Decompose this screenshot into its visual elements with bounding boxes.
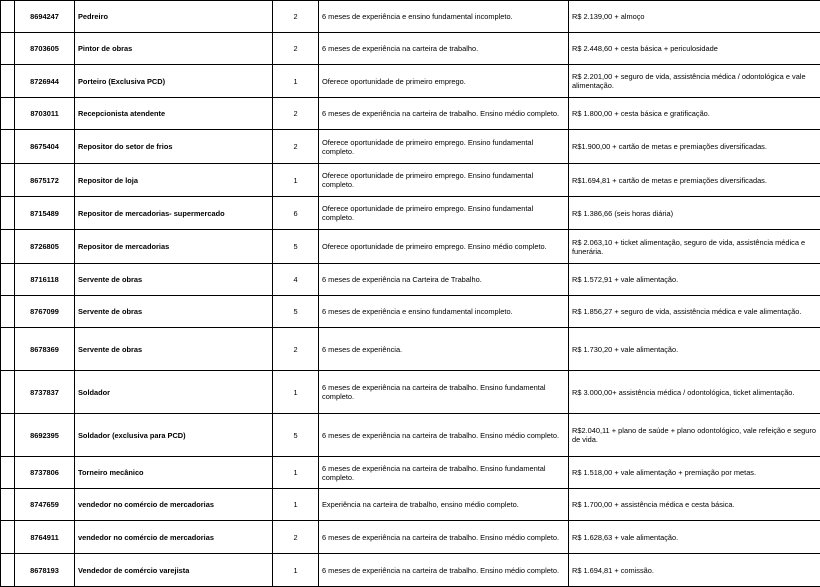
- job-requirements: 6 meses de experiência.: [319, 328, 569, 371]
- job-title: Repositor de loja: [75, 164, 273, 197]
- job-salary: R$ 1.628,63 + vale alimentação.: [569, 521, 820, 554]
- table-row: [1, 371, 820, 414]
- job-requirements: Oferece oportunidade de primeiro emprego. Ensino médio completo.: [319, 230, 569, 264]
- row-margin-cell: [1, 328, 15, 371]
- job-salary: R$ 1.518,00 + vale alimentação + premiação por metas.: [569, 457, 820, 489]
- job-salary: R$ 2.201,00 + seguro de vida, assistência médica / odontológica e vale alimentação.: [569, 65, 820, 98]
- job-requirements: Experiência na carteira de trabalho, ensino médio completo.: [319, 489, 569, 521]
- job-requirements: 6 meses de experiência e ensino fundamental incompleto.: [319, 296, 569, 328]
- vacancy-count: 2: [273, 328, 319, 371]
- job-salary: R$ 1.572,91 + vale alimentação.: [569, 264, 820, 296]
- vacancy-count: 2: [273, 1, 319, 33]
- job-salary: R$ 1.730,20 + vale alimentação.: [569, 328, 820, 371]
- vacancy-count: 1: [273, 164, 319, 197]
- job-title: vendedor no comércio de mercadorias: [75, 489, 273, 521]
- job-title: Recepcionista atendente: [75, 98, 273, 130]
- job-code: 8737837: [15, 371, 75, 414]
- job-code: 8675404: [15, 130, 75, 164]
- row-margin-cell: [1, 457, 15, 489]
- job-requirements: 6 meses de experiência na carteira de trabalho. Ensino fundamental completo.: [319, 457, 569, 489]
- job-code: 8715489: [15, 197, 75, 230]
- job-salary: R$ 3.000,00+ assistência médica / odontológica, ticket alimentação.: [569, 371, 820, 414]
- job-code: 8678369: [15, 328, 75, 371]
- vacancy-count: 2: [273, 521, 319, 554]
- job-salary: R$2.040,11 + plano de saúde + plano odontológico, vale refeição e seguro de vida.: [569, 414, 820, 457]
- vacancy-count: 1: [273, 489, 319, 521]
- job-requirements: 6 meses de experiência na carteira de trabalho.: [319, 33, 569, 65]
- vacancy-count: 5: [273, 414, 319, 457]
- table-row: [1, 554, 820, 587]
- job-title: Pedreiro: [75, 1, 273, 33]
- job-salary: R$ 2.063,10 + ticket alimentação, seguro de vida, assistência médica e funerária.: [569, 230, 820, 264]
- job-title: Soldador: [75, 371, 273, 414]
- job-title: Porteiro (Exclusiva PCD): [75, 65, 273, 98]
- job-salary: R$ 1.700,00 + assistência médica e cesta básica.: [569, 489, 820, 521]
- job-requirements: Oferece oportunidade de primeiro emprego. Ensino fundamental completo.: [319, 197, 569, 230]
- row-margin-cell: [1, 164, 15, 197]
- row-margin-cell: [1, 230, 15, 264]
- table-row: [1, 130, 820, 164]
- job-title: Servente de obras: [75, 328, 273, 371]
- job-code: 8764911: [15, 521, 75, 554]
- table-row: [1, 521, 820, 554]
- job-salary: R$ 1.856,27 + seguro de vida, assistência médica e vale alimentação.: [569, 296, 820, 328]
- table-row: [1, 230, 820, 264]
- row-margin-cell: [1, 1, 15, 33]
- job-title: Repositor do setor de frios: [75, 130, 273, 164]
- vacancy-count: 1: [273, 371, 319, 414]
- job-requirements: 6 meses de experiência na carteira de trabalho. Ensino médio completo.: [319, 521, 569, 554]
- job-title: vendedor no comércio de mercadorias: [75, 521, 273, 554]
- job-salary: R$ 1.694,81 + comissão.: [569, 554, 820, 587]
- table-row: [1, 296, 820, 328]
- table-row: [1, 33, 820, 65]
- row-margin-cell: [1, 521, 15, 554]
- vacancy-count: 5: [273, 230, 319, 264]
- job-code: 8703011: [15, 98, 75, 130]
- vacancy-count: 4: [273, 264, 319, 296]
- row-margin-cell: [1, 65, 15, 98]
- row-margin-cell: [1, 264, 15, 296]
- table-row: [1, 98, 820, 130]
- job-title: Torneiro mecânico: [75, 457, 273, 489]
- row-margin-cell: [1, 371, 15, 414]
- job-code: 8726944: [15, 65, 75, 98]
- vacancy-count: 2: [273, 33, 319, 65]
- job-title: Vendedor de comércio varejista: [75, 554, 273, 587]
- job-requirements: Oferece oportunidade de primeiro emprego.: [319, 65, 569, 98]
- row-margin-cell: [1, 554, 15, 587]
- job-salary: R$1.694,81 + cartão de metas e premiações diversificadas.: [569, 164, 820, 197]
- job-listings-body: [1, 1, 820, 587]
- vacancy-count: 1: [273, 554, 319, 587]
- job-salary: R$ 2.448,60 + cesta básica + periculosidade: [569, 33, 820, 65]
- vacancy-count: 2: [273, 130, 319, 164]
- job-requirements: 6 meses de experiência na carteira de trabalho. Ensino fundamental completo.: [319, 371, 569, 414]
- job-title: Servente de obras: [75, 264, 273, 296]
- job-salary: R$1.900,00 + cartão de metas e premiações diversificadas.: [569, 130, 820, 164]
- job-salary: R$ 1.800,00 + cesta básica e gratificação.: [569, 98, 820, 130]
- job-salary: R$ 2.139,00 + almoço: [569, 1, 820, 33]
- job-requirements: Oferece oportunidade de primeiro emprego. Ensino fundamental completo.: [319, 130, 569, 164]
- table-row: [1, 414, 820, 457]
- job-title: Servente de obras: [75, 296, 273, 328]
- job-requirements: 6 meses de experiência na carteira de trabalho. Ensino médio completo.: [319, 414, 569, 457]
- job-title: Soldador (exclusiva para PCD): [75, 414, 273, 457]
- job-code: 8675172: [15, 164, 75, 197]
- table-row: [1, 65, 820, 98]
- table-row: [1, 457, 820, 489]
- job-code: 8716118: [15, 264, 75, 296]
- table-row: [1, 264, 820, 296]
- row-margin-cell: [1, 98, 15, 130]
- job-code: 8678193: [15, 554, 75, 587]
- row-margin-cell: [1, 296, 15, 328]
- row-margin-cell: [1, 130, 15, 164]
- job-requirements: 6 meses de experiência e ensino fundamental incompleto.: [319, 1, 569, 33]
- job-requirements: 6 meses de experiência na carteira de trabalho. Ensino médio completo.: [319, 554, 569, 587]
- job-code: 8694247: [15, 1, 75, 33]
- job-code: 8692395: [15, 414, 75, 457]
- vacancy-count: 6: [273, 197, 319, 230]
- table-row: [1, 197, 820, 230]
- table-row: [1, 328, 820, 371]
- table-row: [1, 489, 820, 521]
- job-code: 8767099: [15, 296, 75, 328]
- job-title: Repositor de mercadorias- supermercado: [75, 197, 273, 230]
- vacancy-count: 5: [273, 296, 319, 328]
- table-row: [1, 1, 820, 33]
- job-title: Pintor de obras: [75, 33, 273, 65]
- row-margin-cell: [1, 33, 15, 65]
- row-margin-cell: [1, 414, 15, 457]
- job-code: 8703605: [15, 33, 75, 65]
- job-code: 8737806: [15, 457, 75, 489]
- job-salary: R$ 1.386,66 (seis horas diária): [569, 197, 820, 230]
- job-requirements: 6 meses de experiência na carteira de trabalho. Ensino médio completo.: [319, 98, 569, 130]
- job-requirements: Oferece oportunidade de primeiro emprego. Ensino fundamental completo.: [319, 164, 569, 197]
- row-margin-cell: [1, 197, 15, 230]
- job-requirements: 6 meses de experiência na Carteira de Trabalho.: [319, 264, 569, 296]
- vacancy-count: 2: [273, 98, 319, 130]
- row-margin-cell: [1, 489, 15, 521]
- vacancy-count: 1: [273, 65, 319, 98]
- job-code: 8747659: [15, 489, 75, 521]
- job-code: 8726805: [15, 230, 75, 264]
- table-row: [1, 164, 820, 197]
- job-title: Repositor de mercadorias: [75, 230, 273, 264]
- vacancy-count: 1: [273, 457, 319, 489]
